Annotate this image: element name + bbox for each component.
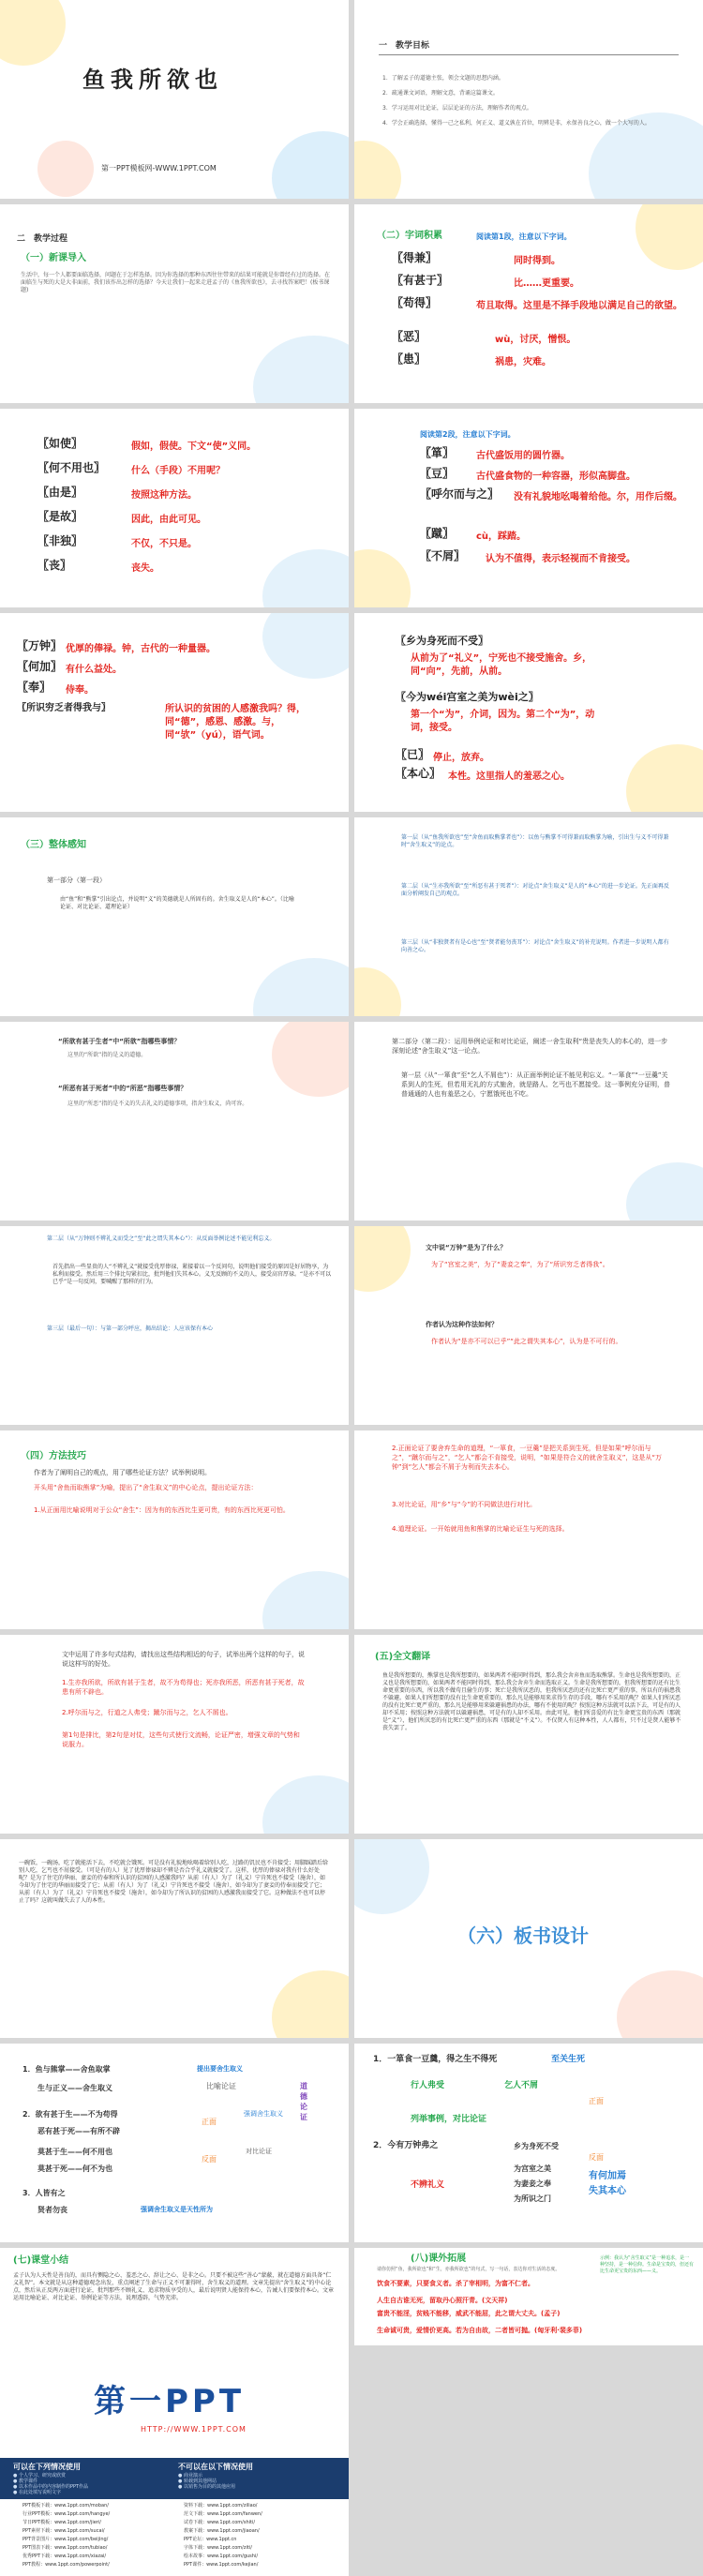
translation-text: 鱼是我所想要的，熊掌也是我所想要的，如果两者不能同时得到，那么我会舍弃鱼而选取熊掌。生命也是我所想要的，正义也是我所想要的，如果两者不能同时得到，那么我会舍弃生命而选取正义。生命是我所想要的，但我所想要的还有比生命更重要的东西，所以我不做苟且偷生的事；死亡是我所厌恶的，但我所厌恶的还有比死亡更严重的事，所以有的祸患我不躲避。如果人们所想要的没有比生命更重要的，那么凡是能够用来求得生存的手段，哪有不采用的呢？如果人们所厌恶的没有比死亡更严重的，那么凡是能够用来躲避祸患的办法，哪有不使用的呢？按照这种方法就可以活下去，可是有的人却不采用；按照这种方法就可以躲避祸患，可是有的人却不采用。由此可见，他们所喜爱的有比生命更宝贵的东西（那就是“义”），他们所厌恶的有比死亡更严重的东西（那就是“不义”）。不仅贤人有这种本性，人人都有，只不过是贤人能够不丧失罢了。 — [382, 1672, 681, 1731]
usage-item: ● 以本作品中的内容制作的PPT作品 — [13, 2484, 89, 2490]
word-def: 没有礼貌地吆喝着给他。尔，用作后缀。 — [514, 492, 682, 502]
board-note: 反面 — [589, 2153, 604, 2162]
word-def: 因此，由此可见。 — [131, 515, 206, 525]
board-note: 不辨礼义 — [411, 2180, 445, 2190]
board-note: 至关生死 — [551, 2055, 586, 2064]
answer: 第1句是排比，第2句是对仗，这些句式使行文流畅，论证严密，增强文章的气势和说服力。 — [62, 1731, 300, 1748]
usage-item: ● 以销售为目的的其他应用 — [178, 2484, 235, 2490]
board-line: 为妻妾之奉 — [514, 2179, 551, 2188]
usage-denied-heading: 不可以在以下情况使用 — [178, 2463, 253, 2471]
slide-17-sentences — [0, 1635, 349, 1834]
quote-line: 人生自古谁无死，留取丹心照汗青。(文天祥) — [377, 2297, 508, 2304]
word-def: 按照这种方法。 — [131, 490, 197, 501]
slide-4-words — [354, 204, 703, 403]
answer: 3.对比论证，用“乡”与“今”的不同做法进行对比。 — [392, 1501, 537, 1508]
board-line: 贤者勿丧 — [37, 2206, 67, 2214]
slide-9-overview — [0, 817, 349, 1016]
intro-paragraph: 生活中，每一个人都要面临选择，问题在于怎样选择。因为你选择的那种东西往往带来的结果可能就是你曾经有过的选择。在面临生与死的大是大非面前，我们该作出怎样的选择？今天让我们一起来走进孟子的《鱼我所欲也》，去寻找答案吧！(板书课题) — [21, 272, 331, 293]
subsection-heading: （二）字词积累 — [377, 231, 442, 241]
resource-link[interactable]: 优秀PPT下载：www.1ppt.com/xiazai/ — [22, 2554, 107, 2559]
word-term: 〖所识穷乏者得我与〗 — [17, 703, 111, 713]
goal-item: 1．了解孟子的道德主张，领会文题的思想内涵。 — [382, 75, 504, 82]
word-def: wù，讨厌，憎恨。 — [495, 335, 576, 345]
word-term: 〖有甚于〗 — [392, 274, 449, 287]
board-line: 1．鱼与熊掌——舍鱼取掌 — [22, 2065, 111, 2074]
word-term: 〖已〗 — [396, 748, 430, 761]
slide-13-part2-layers — [0, 1226, 349, 1425]
slide-2-goals — [354, 0, 703, 199]
layer-detail: 首先指出一些显贵的人“不辨礼义”就接受优厚俸禄，紧接着以一个反问句，说明他们接受的原因是好居物享，为私利而接受。然后用三个排比句紧扣比，批判他们失其本心。义无反顾的不义的人，接受高官厚禄。“是亦不可以已乎”是一句反问，要喊醒了那样的行为。 — [52, 1264, 332, 1285]
layer-summary: 第一层（从“鱼我所欲也”至“舍鱼而取熊掌者也”）：以鱼与熊掌不可得兼而取熊掌为喻，引出生与义不可得兼时“舍生取义”的论点。 — [401, 834, 669, 848]
layer-summary: 第一层（从“一箪食”至“乞人不屑也”）：从正面举例论证不能见利忘义。“一箪食”“一豆羹”关系到人的生死，但若用无礼的方式施舍，就是路人、乞丐也不愿接受。这一事例充分证明，普普通通的人也有羞恶之心，宁愿饿死也不吃。 — [401, 1071, 670, 1098]
answer: 2.正面论证了要舍弃生命的道理，“一箪食，一豆羹”是把关系到生死，但是如果“呼尔而与之”，“蹴尔而与之”，“乞人”都会不肯接受，说明，“如果是符合义的就舍生取义”，这是从“万钟”到“乞人”都会不屑于为利而失去本心。 — [392, 1445, 663, 1471]
answer: 2.呼尔而与之，行道之人弗受；蹴尔而与之，乞人不屑也。 — [62, 1709, 232, 1716]
slide-24-extension — [354, 2248, 703, 2345]
brand-url: HTTP://WWW.1PPT.COM — [141, 2425, 247, 2434]
part-summary: 第二部分（第二段）：运用举例论证和对比论证，阐述一舍生取利“贵是丧失人的本心的，进一步深刻论述“舍生取义”这一论点。 — [392, 1038, 668, 1055]
slide-1-title — [0, 0, 349, 199]
slide-15-methods — [0, 1430, 349, 1629]
resource-link[interactable]: 行业PPT模板：www.1ppt.com/hangye/ — [22, 2511, 111, 2517]
resource-link[interactable]: 教案下载：www.1ppt.com/jiaoan/ — [184, 2528, 260, 2534]
usage-item: ● 个人学习、研究或欣赏 — [13, 2473, 66, 2479]
summary-text: 孟子认为人天性是善良的，而具有恻隐之心、羞恶之心、辞让之心、是非之心。只要不被这些“善心”蒙蔽，就在道德方面具备“仁义礼智”。本文就是从这种道德观念出发，重点阐述了生命与正义不可兼得时，舍生取义的道理。文章先提出“舍生取义”的中心论点，然后从正反两方面进行论证，批判那些不顾礼义、追求物质享受的人，最后说明贤人能保持本心，告诫人们要保持本心。文章运用比喻论证、对比论证、举例论证等方法，说理透辟，气势充沛。 — [13, 2272, 335, 2301]
resource-link[interactable]: 字体下载：www.1ppt.com/ziti/ — [184, 2545, 252, 2551]
word-def: cù，踩踏。 — [476, 532, 527, 542]
board-line: 2．今有万钟弗之 — [373, 2141, 439, 2150]
board-note: 乞人不屑 — [504, 2081, 539, 2090]
goal-item: 2．疏通课文词语，理解文意，背诵这篇课文。 — [382, 90, 499, 97]
resource-link[interactable]: 范文下载：www.1ppt.com/fanwen/ — [184, 2511, 262, 2517]
layer-summary: 第三层（从“非独贤者有是心也”至“贤者能勿丧耳”）：对论点“舍生取义”的补充说明。作者进一步说明人都有向善之心。 — [401, 939, 669, 953]
word-def: 优厚的俸禄。钟，古代的一种量器。 — [66, 644, 216, 654]
slide-19-translation — [0, 1839, 349, 2038]
word-def: 祸患，灾难。 — [495, 357, 551, 367]
answer: 这里的“所欲”指的是义的道德。 — [67, 1052, 147, 1058]
usage-item: ● 商业演示 — [178, 2473, 202, 2479]
slide-18-translation — [354, 1635, 703, 1834]
slide-8-words — [354, 613, 703, 812]
part-summary: 由“鱼”和“熊掌”引出论点，并说明“义”的美德就是人所固有的。舍生取义是人的“本心”。（比喻论证、对比论证、道理论证） — [60, 896, 294, 910]
word-def: 古代盛饭用的圆竹器。 — [476, 451, 570, 461]
word-def: 假如，假使。下文“使”义同。 — [131, 442, 257, 452]
board-line: 为宫室之美 — [514, 2164, 551, 2173]
word-def: 不仅，不只是。 — [131, 539, 197, 549]
board-note: 比喻论证 — [206, 2082, 236, 2090]
question: 作者为了阐明自己的观点，用了哪些论证方法？试举例说明。 — [34, 1469, 211, 1476]
slide-12-part2 — [354, 1022, 703, 1221]
question: “所欲有甚于生者”中“所欲”指哪些事情？ — [58, 1038, 181, 1045]
word-term: 〖今为wéi宫室之美为wèi之〗 — [396, 691, 539, 703]
slide-5-words — [0, 409, 349, 607]
translation-text: 一碗饭，一碗汤，吃了就能活下去，不吃就会饿死。可是没有礼貌地吆喝着给别人吃，过路的饥民也不肯接受；用脚踩踏后给别人吃，乞丐也不屑接受。（可是有的人）见了优厚俸禄却不辨是否合乎礼义就接受了。这样，优厚的俸禄对我有什么好处呢？是为了住宅的华丽、妻妾的侍奉和所认识的贫困的人感激我吗？从前（有人）为了（礼义）宁肯死也不接受（施舍），如今却为了住宅的华丽而接受了它；从前（有人）为了（礼义）宁肯死也不接受（施舍），如今却为了妻妾的侍奉而接受了它；从前（有人）为了（礼义）宁肯死也不接受（施舍），如今却为了所认识的贫困的人感激我而接受了它。这种做法不也可以停止了吗？这就叫做失去了人的本性。 — [19, 1860, 329, 1904]
word-term: 〖丧〗 — [37, 559, 72, 572]
slide-10-layers — [354, 817, 703, 1016]
slide-6-words — [354, 409, 703, 607]
resource-link[interactable]: 绘本故事：www.1ppt.com/gushi/ — [184, 2554, 259, 2559]
slide-footer-info — [0, 2345, 349, 2576]
reading-note: 阅读第2段，注意以下字词。 — [420, 430, 516, 439]
layer-summary: 第二层（从“万钟则不辨礼义而受之”至“此之谓失其本心”）：从反面举例论述不能见利忘义。 — [47, 1236, 276, 1242]
answer: 作者认为“是亦不可以已乎”“此之谓失其本心”，认为是不可行的。 — [431, 1338, 622, 1345]
section-heading: 二 教学过程 — [17, 234, 68, 244]
answer: 4.道理论证。一开始就用鱼和熊掌的比喻论证生与死的选择。 — [392, 1525, 569, 1533]
word-def: 比……更重要。 — [514, 278, 579, 289]
board-line: 莫甚于生——何不用也 — [37, 2148, 112, 2156]
board-line: 3．人皆有之 — [22, 2189, 66, 2197]
board-note: 有何加焉 — [589, 2171, 626, 2181]
word-term: 〖非独〗 — [37, 534, 83, 547]
word-term: 〖乡为身死而不受〗 — [396, 635, 488, 647]
resource-link[interactable]: 节日PPT模板：www.1ppt.com/jieri/ — [22, 2520, 101, 2525]
slide-22-board — [354, 2044, 703, 2242]
section-title: （六）板书设计 — [457, 1925, 589, 1947]
word-term: 〖蹴〗 — [420, 527, 455, 540]
resource-link[interactable]: PPT素材下载：www.1ppt.com/sucai/ — [22, 2528, 105, 2534]
word-def: 停止，放弃。 — [433, 753, 489, 763]
word-term: 〖苟得〗 — [392, 296, 438, 309]
board-line: 生与正义——舍生取义 — [37, 2084, 112, 2092]
answer: 1.生亦我所欲，所欲有甚于生者，故不为苟得也；死亦我所恶，所恶有甚于死者，故患有所不辟也。 — [62, 1679, 305, 1696]
board-note: 强调舍生取义是天性所为 — [141, 2206, 213, 2213]
usage-item: ● 教学课件 — [13, 2479, 37, 2484]
resource-link[interactable]: 试卷下载：www.1ppt.com/shiti/ — [184, 2520, 256, 2525]
slide-11-questions — [0, 1022, 349, 1221]
word-def: 丧失。 — [131, 563, 159, 574]
board-note: 强调舍生取义 — [244, 2110, 283, 2118]
question: “所恶有甚于死者”中的“所恶”指哪些事情？ — [58, 1085, 187, 1092]
section-heading: 一 教学目标 — [379, 41, 430, 51]
quote-line: 富贵不能淫，贫贱不能移，威武不能屈，此之谓大丈夫。(孟子) — [377, 2310, 561, 2317]
board-note: 列举事例，对比论证 — [411, 2115, 487, 2124]
board-note: 反面 — [202, 2155, 217, 2164]
word-def: 苟且取得。这里是不择手段地以满足自己的欲望。 — [476, 301, 682, 311]
word-term: 〖不屑〗 — [420, 549, 466, 562]
slide-23-summary — [0, 2248, 349, 2345]
word-term: 〖恶〗 — [392, 330, 426, 343]
word-term: 〖患〗 — [392, 352, 426, 366]
usage-allowed-heading: 可以在下列情况使用 — [13, 2463, 81, 2471]
resource-link[interactable]: PPT课件：www.1ppt.com/kejian/ — [184, 2562, 259, 2568]
word-term: 〖得兼〗 — [392, 251, 438, 264]
resource-link[interactable]: PPT图表下载：www.1ppt.com/tubiao/ — [22, 2545, 108, 2551]
word-def: 从前为了“礼义”，宁死也不接受施舍。乡，同“向”，先前，从前。 — [411, 653, 592, 677]
board-line: 2．欲有甚于生——不为苟得 — [22, 2110, 118, 2119]
goal-item: 3．学习运用对比论证，层层论证的方法，理解作者的观点。 — [382, 105, 532, 112]
board-note: 正面 — [202, 2118, 217, 2126]
reading-note: 阅读第1段，注意以下字词。 — [476, 232, 572, 241]
page-title: 鱼我所欲也 — [82, 67, 223, 93]
resource-link[interactable]: PPT背景图片：www.1ppt.com/beijing/ — [22, 2537, 109, 2542]
answer: 开头用“舍鱼而取熊掌”为喻，提出了“舍生取义”的中心论点，提出论证方法： — [34, 1484, 258, 1491]
subsection-heading: （四）方法技巧 — [21, 1451, 86, 1461]
example-text: 示例：我认为“舍生取义”是一种追求，是一种坚持，是一种信仰。生命是宝贵的，但还有比生命更宝贵的东西——义。 — [600, 2255, 695, 2274]
board-note: 对比论证 — [246, 2148, 272, 2155]
part-title: 第一部分（第一段） — [47, 876, 106, 884]
subsection-heading: （三）整体感知 — [21, 840, 86, 850]
brand-logo: 第一PPT — [94, 2383, 246, 2420]
word-term: 〖箪〗 — [420, 446, 455, 459]
resource-link[interactable]: PPT论坛：www.1ppt.cn — [184, 2537, 237, 2542]
slide-3-process — [0, 204, 349, 403]
layer-summary: 第二层（从“生亦我所欲”至“所恶有甚于死者”）：对论点“舍生取义”是人的“本心”的进一步论证。先正面再反面分析阐发自己的观点。 — [401, 883, 669, 897]
resource-link[interactable]: PPT模板下载：www.1ppt.com/moban/ — [22, 2503, 109, 2509]
word-def: 古代盛食物的一种容器，形似高脚盘。 — [476, 472, 636, 482]
answer: 为了“宫室之美”，为了“妻妾之奉”，为了“所识穷乏者得我”。 — [431, 1261, 609, 1268]
slide-20-board-title — [354, 1839, 703, 2038]
board-line: 为所识之门 — [514, 2194, 551, 2203]
quote-line: 生命诚可贵，爱情价更高。若为自由故，二者皆可抛。(匈牙利·裴多菲) — [377, 2327, 583, 2334]
subsection-heading: (七)课堂小结 — [13, 2255, 69, 2266]
word-term: 〖何加〗 — [17, 660, 63, 673]
question: 文中运用了许多句式结构，请找出这些结构相近的句子，试举出两个这样的句子，说说这样写的好处。 — [62, 1651, 305, 1668]
goal-item: 4．学会正确选择，懂得一己之私利，何正义、道义孰在首位，明辨是非，永保善良之心，做一个大写的人。 — [382, 120, 651, 127]
usage-item: ● 在此处填写说明文字 — [13, 2490, 61, 2495]
board-note: 正面 — [589, 2097, 604, 2105]
word-term: 〖何不用也〗 — [37, 461, 106, 474]
board-line: 恶有甚于死——有所不辟 — [37, 2127, 120, 2135]
word-def: 第一个“为”，介词，因为。第二个“为”，动词，接受。 — [411, 710, 595, 733]
question: 文中说“万钟”是为了什么？ — [426, 1244, 507, 1251]
word-def: 侍奉。 — [66, 685, 94, 696]
board-line: 莫甚于死——何不为也 — [37, 2164, 112, 2173]
subsection-heading: (八)课外拓展 — [411, 2254, 467, 2264]
word-term: 〖本心〗 — [396, 767, 441, 780]
word-term: 〖豆〗 — [420, 467, 455, 480]
word-def: 所认识的贫困的人感激我吗？得，同“德”，感恩、感激。与，同“欤”（yú），语气词。 — [165, 704, 306, 741]
slide-14-questions — [354, 1226, 703, 1425]
slide-16-methods — [354, 1430, 703, 1629]
subsection-heading: (五)全文翻译 — [375, 1652, 431, 1662]
word-def: 有什么益处。 — [66, 665, 122, 675]
board-note: 提出要舍生取义 — [197, 2065, 243, 2073]
word-term: 〖万钟〗 — [17, 639, 63, 652]
board-line: 乡为身死不受 — [514, 2142, 559, 2150]
word-term: 〖奉〗 — [17, 681, 52, 694]
answer: 这里的“所恶”指的是不义的失去礼义的道德事项，指舍生取义，尚可容。 — [67, 1101, 248, 1107]
word-def: 认为不值得，表示轻视而不肯接受。 — [486, 554, 636, 564]
answer: 1.从正面用比喻说明对于公众“舍生”：因为有的东西比生更可贵，有的东西比死更可怕。 — [34, 1506, 290, 1514]
slide-7-words — [0, 613, 349, 812]
board-note: 行人弗受 — [411, 2081, 445, 2090]
page-subtitle: 第一PPT模板网-WWW.1PPT.COM — [101, 164, 217, 172]
extension-prompt: 请你仿照“鱼，我所欲也”和“生，亦我所欲也”的句式，写一句话，表达你对生活的态度。 — [377, 2267, 561, 2272]
word-term: 〖如使〗 — [37, 437, 83, 450]
word-def: 同时得到。 — [514, 256, 561, 266]
word-def: 什么（手段）不用呢？ — [131, 466, 225, 476]
layer-summary: 第三层（最后一句）：与第一部分呼应，揭出结论：人应该保有本心 — [47, 1325, 214, 1332]
question: 作者认为这种作法如何？ — [426, 1321, 498, 1328]
resource-link[interactable]: PPT教程：www.1ppt.com/powerpoint/ — [22, 2562, 110, 2568]
word-term: 〖由是〗 — [37, 486, 83, 499]
resource-link[interactable]: 资料下载：www.1ppt.com/ziliao/ — [184, 2503, 258, 2509]
usage-item: ● 转载到其他网站 — [178, 2479, 217, 2484]
slide-21-board — [0, 2044, 349, 2242]
subsection-heading: （一）新课导入 — [21, 253, 86, 263]
board-line: 1．一箪食一豆羹，得之生不得死 — [373, 2055, 498, 2064]
word-term: 〖是故〗 — [37, 510, 83, 523]
quote-line: 饮食不要素，只要食义者。杀了宰相明，为富不仁者。 — [377, 2280, 534, 2287]
board-vertical-label: 道德论证 — [300, 2082, 307, 2121]
word-term: 〖呼尔而与之〗 — [420, 487, 500, 501]
word-def: 本性。这里指人的羞恶之心。 — [448, 771, 570, 782]
board-note: 失其本心 — [589, 2186, 626, 2196]
